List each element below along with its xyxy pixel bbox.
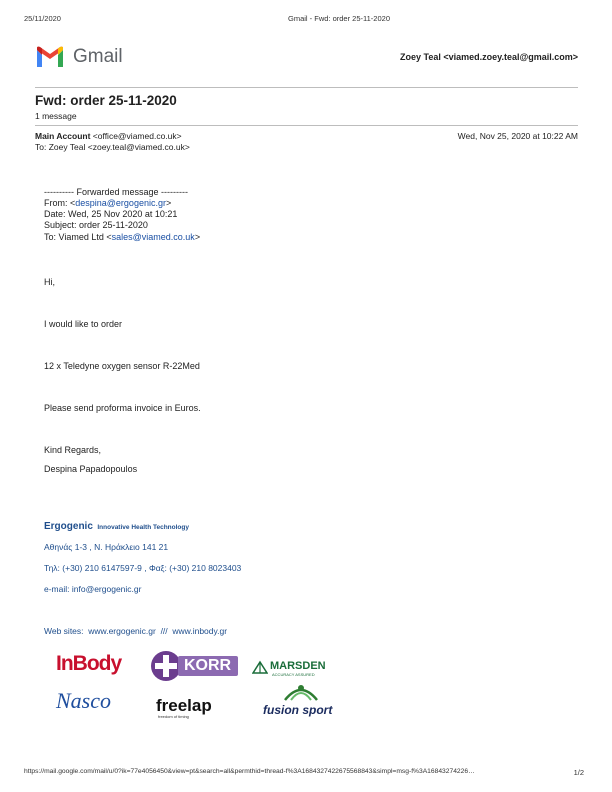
- marsden-logo[interactable]: [252, 660, 338, 678]
- body-closing: Kind Regards,: [44, 445, 102, 455]
- sender-name[interactable]: Main Account: [35, 131, 91, 141]
- website-link-ergogenic[interactable]: www.ergogenic.gr: [88, 626, 156, 636]
- gmail-logo[interactable]: [35, 45, 135, 69]
- korr-logo[interactable]: [150, 650, 240, 682]
- gmail-m-icon: [35, 46, 65, 68]
- body-signature-name: Despina Papadopoulos: [44, 464, 138, 474]
- signature-tagline: Innovative Health Technology: [97, 524, 189, 531]
- forwarded-to-email[interactable]: sales@viamed.co.uk: [111, 232, 195, 242]
- sender-line: [35, 131, 182, 141]
- nasco-logo-text: Nasco: [56, 688, 111, 713]
- body-greeting: Hi,: [44, 277, 55, 287]
- signature-company: Ergogenic: [44, 521, 93, 532]
- fusion-sport-logo[interactable]: [263, 682, 337, 720]
- forwarded-from-prefix: From: <: [44, 198, 76, 208]
- account-label: Zoey Teal <viamed.zoey.teal@gmail.com>: [399, 52, 578, 62]
- korr-logo-text: KORR: [184, 657, 232, 674]
- forwarded-to: [44, 232, 200, 242]
- footer-url: https://mail.google.com/mail/u/0?ik=77e4056450&view=pt&search=all&permthid=thread-f%3A1684327422675568843&simpl=msg-f%3A16843274226…: [24, 768, 475, 775]
- forwarded-to-suffix: >: [194, 232, 201, 242]
- print-title: Gmail - Fwd: order 25-11-2020: [288, 14, 390, 23]
- gmail-wordmark: Gmail: [73, 46, 123, 67]
- nasco-logo[interactable]: [56, 688, 111, 714]
- fusion-sport-logo-text: fusion sport: [263, 703, 333, 717]
- inbody-logo-text: InBody: [56, 652, 122, 675]
- signature-websites: [44, 626, 227, 636]
- sender-email[interactable]: <office@viamed.co.uk>: [92, 131, 182, 141]
- message-date: Wed, Nov 25, 2020 at 10:22 AM: [457, 131, 578, 141]
- forwarded-subject: Subject: order 25-11-2020: [44, 220, 148, 230]
- signature-phone: Τηλ: (+30) 210 6147597-9 , Φαξ: (+30) 210 8023403: [44, 563, 242, 573]
- forwarded-header: ---------- Forwarded message ---------: [44, 187, 188, 197]
- korr-wordmark-box: [178, 656, 238, 676]
- forwarded-from-email[interactable]: despina@ergogenic.gr: [75, 198, 166, 208]
- fusion-sport-figure-icon: [281, 682, 321, 702]
- marsden-logo-sub: ACCURACY ASSURED: [272, 672, 315, 677]
- body-line-3: Please send proforma invoice in Euros.: [44, 403, 201, 413]
- recipient-line: To: Zoey Teal <zoey.teal@viamed.co.uk>: [35, 142, 190, 152]
- header-divider: [35, 87, 578, 88]
- subject-divider: [35, 125, 578, 126]
- websites-separator: ///: [160, 626, 168, 636]
- body-line-2: 12 x Teledyne oxygen sensor R-22Med: [44, 361, 200, 371]
- forwarded-from: [44, 198, 171, 208]
- print-date: 25/11/2020: [24, 14, 61, 23]
- body-line-1: I would like to order: [44, 319, 123, 329]
- forwarded-from-suffix: >: [165, 198, 172, 208]
- websites-label: Web sites:: [44, 626, 84, 636]
- signature-company-line: [44, 516, 189, 534]
- website-link-inbody[interactable]: www.inbody.gr: [172, 626, 228, 636]
- message-count: 1 message: [35, 111, 77, 121]
- signature-address: Αθηνάς 1-3 , Ν. Ηράκλειο 141 21: [44, 542, 169, 552]
- thread-subject: Fwd: order 25-11-2020: [35, 93, 177, 108]
- freelap-logo-sub: freedom of timing: [158, 714, 189, 719]
- marsden-mark-icon: [252, 660, 268, 674]
- freelap-logo[interactable]: [156, 696, 236, 720]
- marsden-logo-text: MARSDEN: [270, 660, 326, 672]
- footer-page-number: 1/2: [573, 768, 584, 777]
- signature-email[interactable]: e-mail: info@ergogenic.gr: [44, 584, 142, 594]
- freelap-logo-text: freelap: [156, 696, 212, 715]
- forwarded-date: Date: Wed, 25 Nov 2020 at 10:21: [44, 209, 178, 219]
- inbody-logo[interactable]: [56, 652, 121, 676]
- forwarded-to-prefix: To: Viamed Ltd <: [44, 232, 112, 242]
